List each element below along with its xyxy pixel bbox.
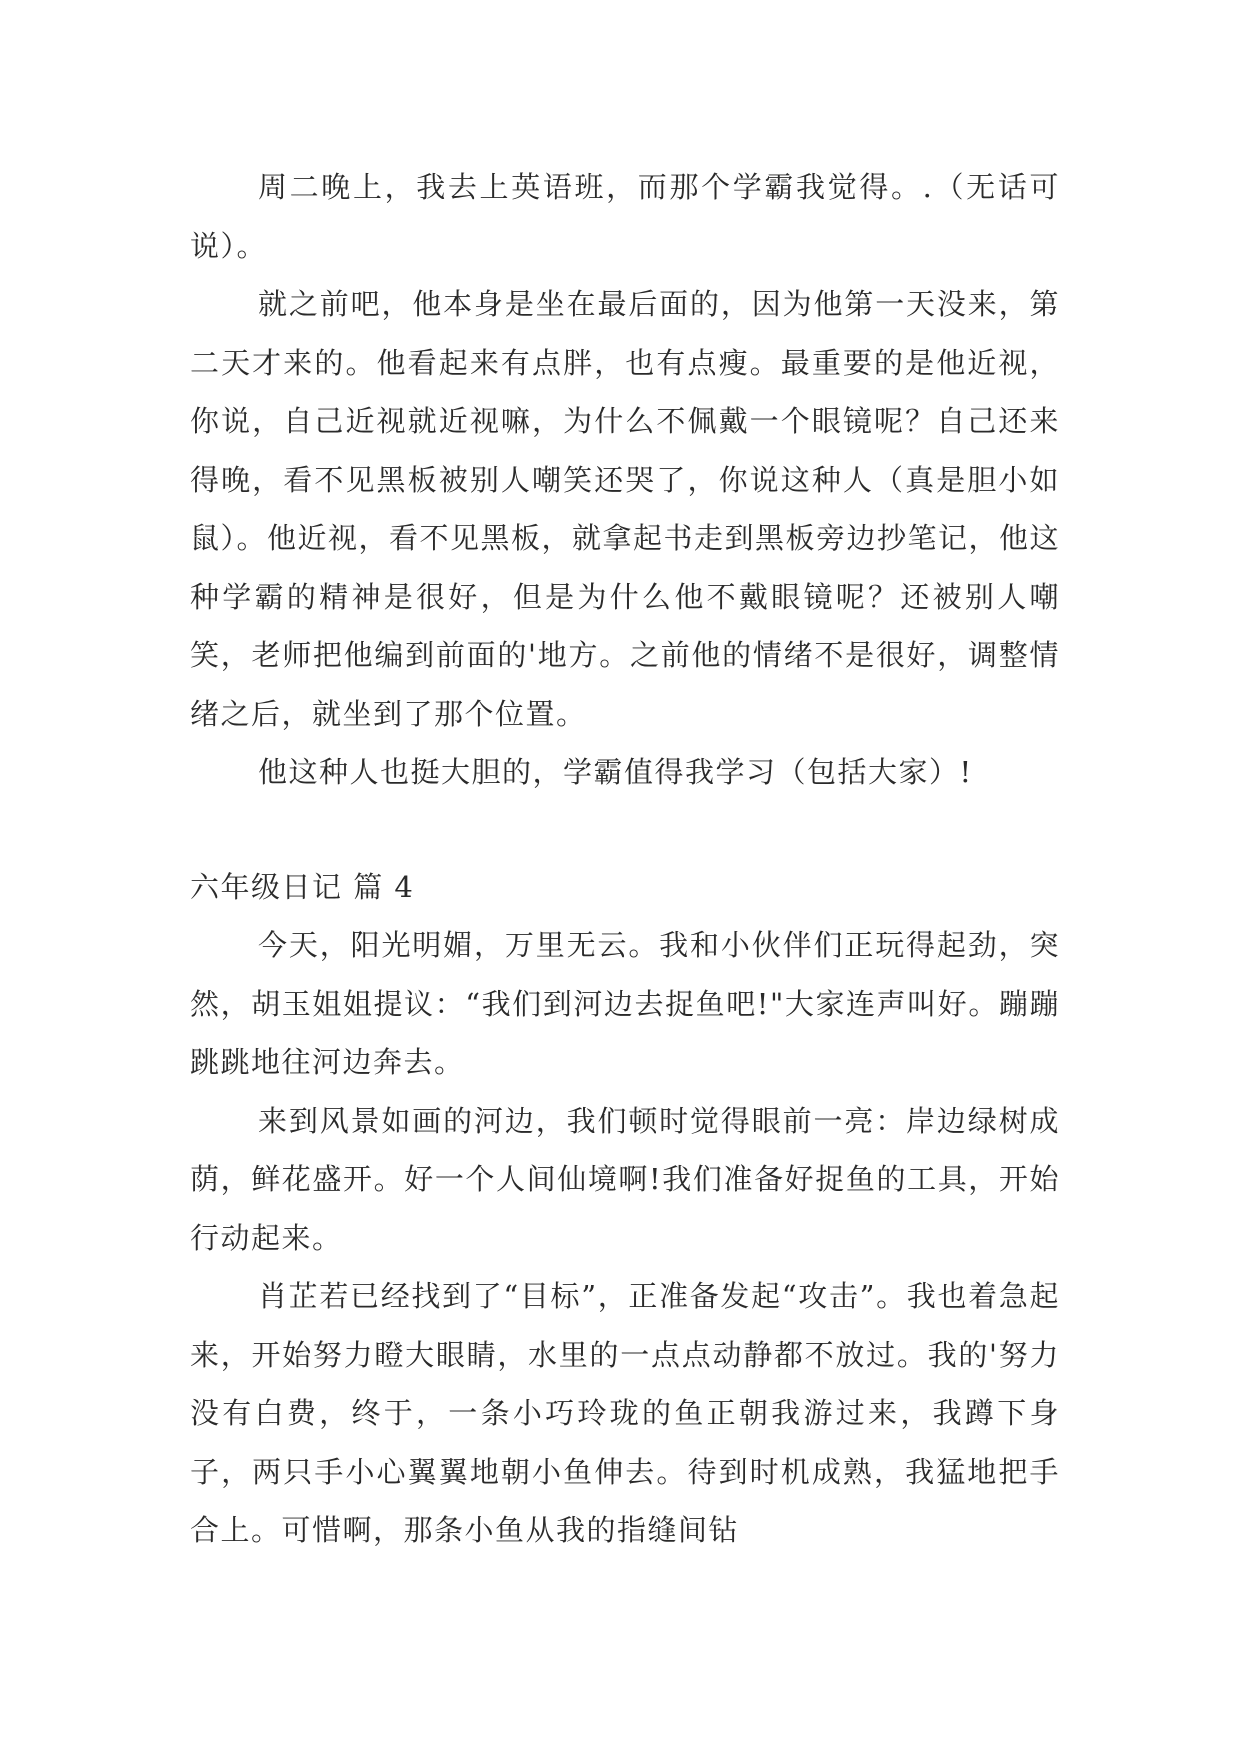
paragraph-2: 就之前吧，他本身是坐在最后面的，因为他第一天没来，第二天才来的。他看起来有点胖，也有点瘦。最重要的是他近视，你说，自己近视就近视嘛，为什么不佩戴一个眼镜呢？自己还来得晚，看不见黑板被别人嘲笑还哭了，你说这种人（真是胆小如鼠）。他近视，看不见黑板，就拿起书走到黑板旁边抄笔记，他这种学霸的精神是很好，但是为什么他不戴眼镜呢？还被别人嘲笑，老师把他编到前面的'地方。之前他的情绪不是很好，调整情绪之后，就坐到了那个位置。	[190, 287, 1061, 731]
paragraph-3: 他这种人也挺大胆的，学霸值得我学习（包括大家）!	[258, 755, 973, 789]
paragraph-4: 今天，阳光明媚，万里无云。我和小伙伴们正玩得起劲，突然，胡玉姐姐提议：“我们到河边去捉鱼吧!"大家连声叫好。蹦蹦跳跳地往河边奔去。	[190, 928, 1060, 1079]
paragraph-6: 肖芷若已经找到了“目标”，正准备发起“攻击”。我也着急起来，开始努力瞪大眼睛，水里的一点点动静都不放过。我的'努力没有白费，终于，一条小巧玲珑的鱼正朝我游过来，我蹲下身子，两只手小心翼翼地朝小鱼伸去。待到时机成熟，我猛地把手合上。可惜啊，那条小鱼从我的指缝间钻	[190, 1279, 1060, 1547]
section-heading: 六年级日记 篇 4	[190, 869, 415, 904]
paragraph-5: 来到风景如画的河边，我们顿时觉得眼前一亮：岸边绿树成荫，鲜花盛开。好一个人间仙境啊!我们准备好捉鱼的工具，开始行动起来。	[190, 1103, 1060, 1255]
paragraph-1: 周二晚上，我去上英语班，而那个学霸我觉得。.（无话可说）。	[190, 170, 1060, 263]
document-body	[190, 158, 1060, 1560]
section-spacer	[190, 802, 1060, 858]
